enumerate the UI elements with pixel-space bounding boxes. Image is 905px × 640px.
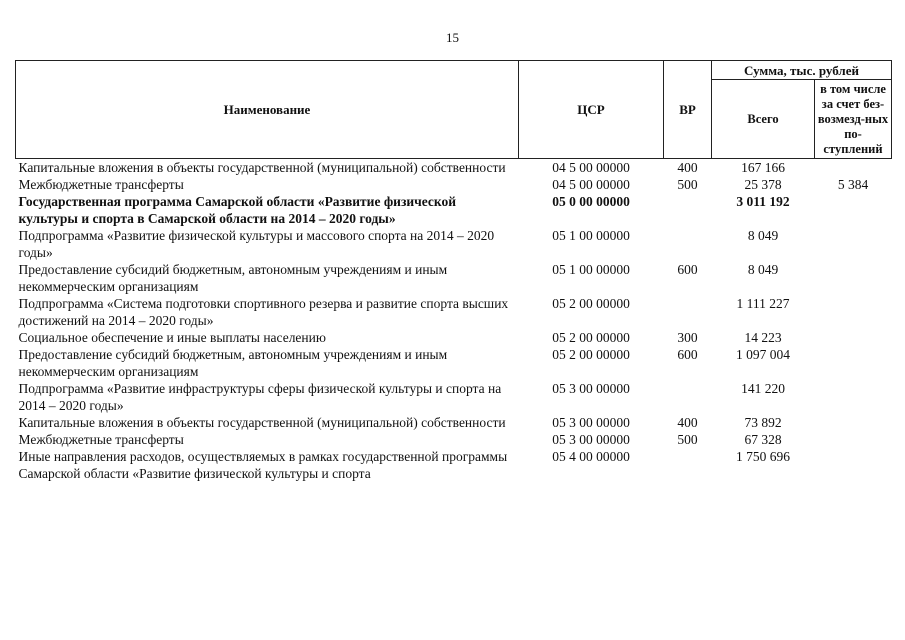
row-csr: 05 2 00 00000 (552, 330, 630, 345)
row-vr: 500 (677, 432, 698, 447)
table-row (16, 261, 892, 295)
row-vr: 300 (677, 330, 698, 345)
row-grants (815, 414, 892, 431)
row-csr: 04 5 00 00000 (552, 177, 630, 192)
header-csr: ЦСР (519, 61, 664, 159)
row-vr: 600 (677, 262, 698, 277)
row-name: Государственная программа Самарской области «Развитие физической культуры и спорта в Самарской области на 2014 – 2020 годы» (18, 194, 457, 226)
table-row (16, 193, 892, 227)
row-name: Предоставление субсидий бюджетным, автономным учреждениям и иным некоммерческим организациям (18, 347, 448, 379)
budget-table (15, 60, 892, 482)
row-grants (815, 193, 892, 227)
row-csr: 05 3 00 00000 (552, 381, 630, 396)
row-total: 1 750 696 (736, 449, 790, 464)
table-row (16, 329, 892, 346)
row-grants (815, 329, 892, 346)
row-csr: 05 3 00 00000 (552, 415, 630, 430)
header-vr: ВР (664, 61, 712, 159)
row-total: 167 166 (741, 160, 785, 175)
row-csr: 05 1 00 00000 (552, 262, 630, 277)
row-grants (815, 227, 892, 261)
row-vr (664, 193, 712, 227)
row-name: Капитальные вложения в объекты государственной (муниципальной) собственности (18, 415, 506, 430)
row-name: Иные направления расходов, осуществляемых в рамках государственной программы Самарской области «Развитие физической культуры и спорта (18, 449, 508, 481)
table-row (16, 176, 892, 193)
row-csr: 04 5 00 00000 (552, 160, 630, 175)
row-vr (664, 380, 712, 414)
row-grants (815, 431, 892, 448)
row-csr: 05 2 00 00000 (552, 296, 630, 311)
row-name: Капитальные вложения в объекты государственной (муниципальной) собственности (18, 160, 506, 175)
row-vr: 400 (677, 415, 698, 430)
header-total: Всего (712, 80, 815, 159)
row-name: Подпрограмма «Система подготовки спортивного резерва и развитие спорта высших достижений на 2014 – 2020 годы» (18, 296, 509, 328)
row-total: 25 378 (744, 177, 782, 192)
row-vr (664, 227, 712, 261)
row-name: Подпрограмма «Развитие инфраструктуры сферы физической культуры и спорта на 2014 – 2020 годы» (18, 381, 502, 413)
row-vr (664, 448, 712, 482)
row-csr: 05 3 00 00000 (552, 432, 630, 447)
row-grants (815, 346, 892, 380)
row-total: 67 328 (744, 432, 782, 447)
page-number: 15 (446, 30, 459, 45)
row-name: Межбюджетные трансферты (18, 177, 184, 192)
header-sum-group: Сумма, тыс. рублей (712, 61, 892, 80)
table-row (16, 295, 892, 329)
row-vr (664, 295, 712, 329)
header-name: Наименование (16, 61, 519, 159)
table-row (16, 159, 892, 177)
table-header (16, 61, 892, 159)
row-csr: 05 1 00 00000 (552, 228, 630, 243)
row-grants (815, 380, 892, 414)
row-grants (815, 159, 892, 177)
row-grants (815, 261, 892, 295)
row-grants (815, 295, 892, 329)
row-vr: 500 (677, 177, 698, 192)
row-name: Подпрограмма «Развитие физической культуры и массового спорта на 2014 – 2020 годы» (18, 228, 495, 260)
row-total: 3 011 192 (736, 194, 790, 209)
table-row (16, 431, 892, 448)
row-grants (815, 448, 892, 482)
row-name: Предоставление субсидий бюджетным, автономным учреждениям и иным некоммерческим организациям (18, 262, 448, 294)
table-row (16, 414, 892, 431)
table-row (16, 346, 892, 380)
row-total: 73 892 (744, 415, 782, 430)
table-body (16, 159, 892, 483)
row-csr: 05 2 00 00000 (552, 347, 630, 362)
row-total: 1 111 227 (736, 296, 790, 311)
row-csr: 05 0 00 00000 (552, 194, 630, 209)
row-name: Социальное обеспечение и иные выплаты населению (18, 330, 326, 345)
row-total: 8 049 (747, 262, 779, 277)
row-csr: 05 4 00 00000 (552, 449, 630, 464)
row-name: Межбюджетные трансферты (18, 432, 184, 447)
row-total: 141 220 (741, 381, 785, 396)
table-row (16, 448, 892, 482)
header-grants: в том числе за счет без-возмезд-ных по-ступлений (815, 80, 892, 159)
row-total: 8 049 (747, 228, 779, 243)
row-total: 1 097 004 (736, 347, 790, 362)
row-total: 14 223 (744, 330, 782, 345)
row-vr: 400 (677, 160, 698, 175)
row-grants: 5 384 (837, 177, 869, 192)
table-row (16, 380, 892, 414)
table-row (16, 227, 892, 261)
row-vr: 600 (677, 347, 698, 362)
